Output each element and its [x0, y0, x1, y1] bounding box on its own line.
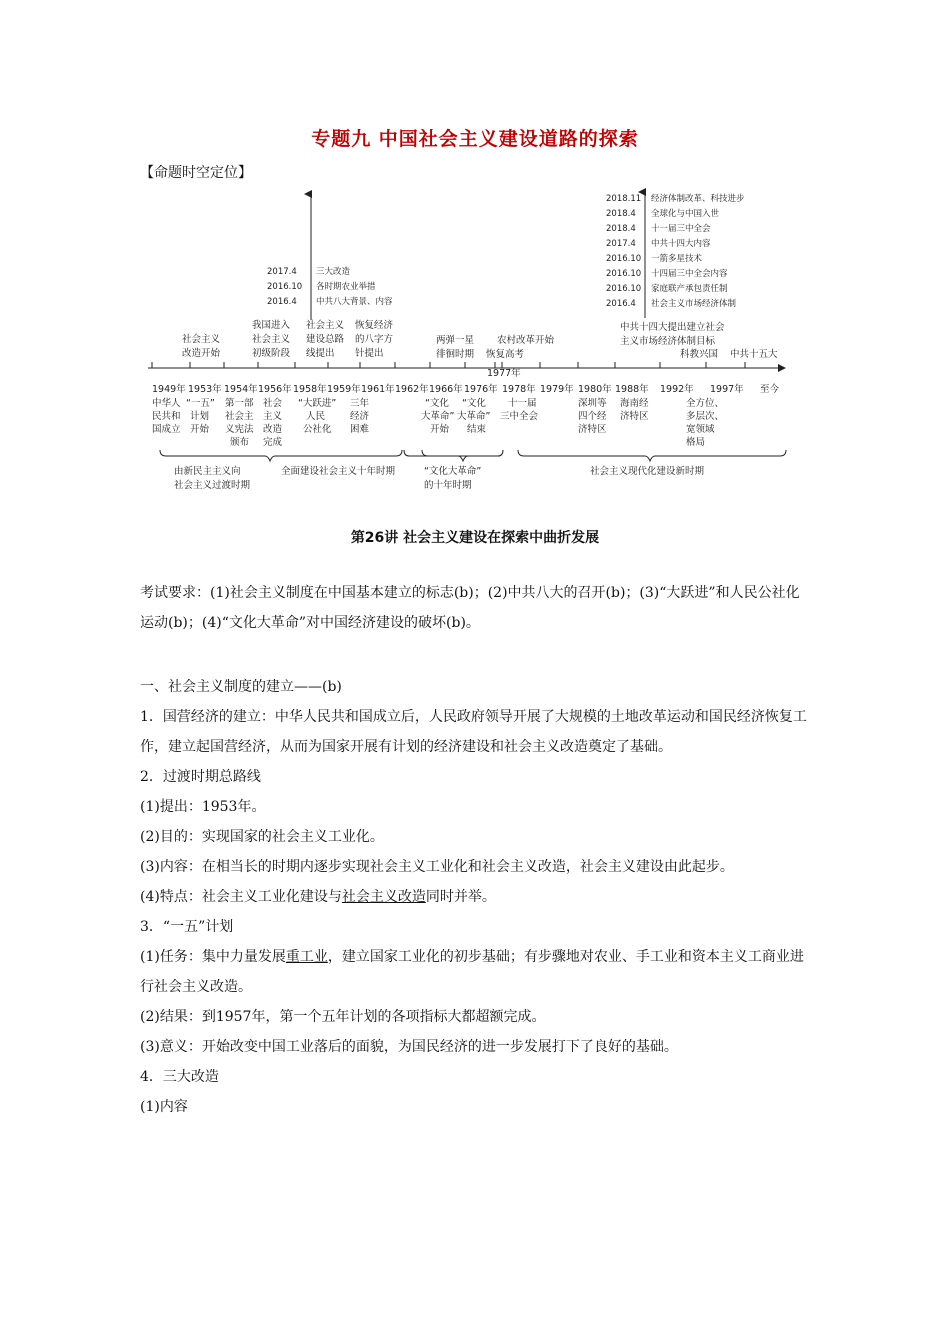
exam-item: 各时期农业举措	[316, 282, 376, 292]
exam-item: 中共十四大内容	[651, 239, 711, 249]
event-label: 恢复经济	[355, 320, 394, 331]
event-label: 建设总路	[306, 334, 345, 345]
event-label: “一五”	[186, 398, 215, 409]
event-label: “文化	[462, 398, 486, 409]
year-label: 1977年	[487, 368, 521, 379]
event-label: 社会	[263, 398, 283, 409]
exam-item: 三大改造	[316, 267, 351, 277]
event-label: 深圳等	[578, 398, 607, 409]
event-label: 社会主义	[252, 334, 291, 345]
document-title: 专题九 中国社会主义建设道路的探索	[311, 128, 639, 150]
year-label: 至今	[760, 384, 780, 395]
event-label: 改造	[263, 424, 283, 435]
period-label: 由新民主主义向	[174, 466, 241, 477]
year-label: 1958年	[293, 384, 327, 395]
event-label: 民共和	[152, 411, 181, 422]
body-block-requirements	[140, 578, 812, 638]
event-label: 义宪法	[225, 424, 254, 435]
event-label: 中共十四大提出建立社会	[620, 322, 725, 333]
year-label: 1949年	[152, 384, 186, 395]
event-label: 开始	[430, 424, 450, 435]
year-label: 1997年	[710, 384, 744, 395]
exam-date: 2018.11	[606, 194, 642, 204]
exam-date: 2016.10	[606, 254, 642, 264]
timeline-diagram	[0, 180, 950, 495]
event-label: 多层次、	[686, 411, 725, 422]
below-events	[152, 397, 724, 448]
event-label: 主义市场经济体制目标	[620, 336, 716, 347]
subheading: 3．“一五”计划	[140, 919, 234, 935]
year-label: 1962年	[395, 384, 429, 395]
event-label: 格局	[686, 437, 706, 448]
list-item: (1)内容	[140, 1099, 188, 1115]
paragraph: 1．国营经济的建立：中华人民共和国成立后，人民政府领导开展了大规模的土地改革运动和国民经济恢复工作，建立起国营经济，从而为国家开展有计划的经济建设和社会主义改造奠定了基础。	[140, 709, 807, 755]
event-label: 科教兴国	[680, 349, 719, 360]
period-label: 的十年时期	[424, 480, 472, 491]
list-item: (1)提出：1953年。	[140, 799, 266, 815]
year-label: 1961年	[361, 384, 395, 395]
list-item: (2)目的：实现国家的社会主义工业化。	[140, 829, 384, 845]
exam-date: 2016.10	[267, 282, 303, 292]
event-label: 结束	[467, 424, 487, 435]
section-label: 【命题时空定位】	[140, 165, 252, 181]
event-label: 两弹一星	[436, 335, 475, 346]
event-label: 社会主义	[306, 320, 345, 331]
event-label: 济特区	[620, 411, 649, 422]
list-item: (3)意义：开始改变中国工业落后的面貌，为国民经济的进一步发展打下了良好的基础。	[140, 1039, 678, 1055]
event-label: 困难	[350, 424, 370, 435]
year-label: 1980年	[578, 384, 612, 395]
exam-date: 2016.4	[267, 297, 297, 307]
event-label: 农村改革开始	[497, 335, 555, 346]
event-label: 针提出	[355, 348, 384, 359]
event-label: 济特区	[578, 424, 607, 435]
event-label: 线提出	[306, 348, 335, 359]
year-label: 1959年	[327, 384, 361, 395]
year-label: 1966年	[429, 384, 463, 395]
year-label: 1978年	[502, 384, 536, 395]
text-run: (1)任务：集中力量发展	[140, 949, 286, 965]
exam-item: 一箭多星技术	[651, 254, 703, 264]
event-label: 公社化	[303, 424, 332, 435]
period-label: 全面建设社会主义十年时期	[281, 466, 396, 477]
section-heading: 一、社会主义制度的建立——(b)	[140, 679, 342, 695]
event-label: 国成立	[152, 424, 181, 435]
event-label: 中华人	[152, 398, 181, 409]
underlined-term: 重工业	[285, 949, 328, 965]
event-label: 三年	[350, 398, 370, 409]
period-label: 社会主义过渡时期	[174, 480, 251, 491]
lecture-title: 第26讲 社会主义建设在探索中曲折发展	[350, 530, 600, 546]
event-label: 完成	[263, 437, 283, 448]
exam-date: 2016.10	[606, 269, 642, 279]
exam-date: 2016.4	[606, 299, 636, 309]
event-label: 恢复高考	[486, 349, 525, 360]
period-label: “文化大革命”	[424, 466, 482, 477]
exam-date: 2017.4	[606, 239, 636, 249]
axis-ticks	[152, 362, 745, 368]
event-label: 三中全会	[500, 411, 539, 422]
event-label: 徘徊时期	[436, 349, 475, 360]
exam-date: 2018.4	[606, 209, 636, 219]
exam-date: 2016.10	[606, 284, 642, 294]
exam-date: 2018.4	[606, 224, 636, 234]
exam-list-right	[606, 193, 745, 309]
event-label: 我国进入	[252, 320, 291, 331]
event-label: 宽领域	[686, 424, 715, 435]
year-label: 1992年	[660, 384, 694, 395]
text-run: 同时并举。	[425, 889, 496, 905]
event-label: 经济	[350, 411, 370, 422]
event-label: “大跃进”	[298, 398, 337, 409]
period-labels	[174, 465, 705, 491]
exam-date: 2017.4	[267, 267, 297, 277]
above-events	[182, 319, 778, 360]
event-label: 社会主义	[182, 334, 221, 345]
event-label: 十一届	[508, 398, 537, 409]
event-label: 四个经	[578, 411, 607, 422]
subheading: 2．过渡时期总路线	[140, 769, 261, 785]
list-item	[140, 882, 812, 912]
event-label: 第一部	[225, 398, 254, 409]
exam-item: 中共八大背景、内容	[316, 297, 393, 307]
event-label: “文化	[425, 398, 449, 409]
period-label: 社会主义现代化建设新时期	[590, 466, 705, 477]
event-label: 海南经	[620, 398, 649, 409]
list-item: (3)内容：在相当长的时期内逐步实现社会主义工业化和社会主义改造，社会主义建设由此起步。	[140, 859, 734, 875]
event-label: 人民	[306, 411, 326, 422]
event-label: 改造开始	[182, 348, 221, 359]
exam-item: 社会主义市场经济体制	[651, 299, 737, 309]
list-item	[140, 942, 812, 1002]
event-label: 颁布	[230, 437, 250, 448]
event-label: 主义	[263, 411, 283, 422]
exam-requirements: 考试要求：(1)社会主义制度在中国基本建立的标志(b)；(2)中共八大的召开(b)；(3)“大跃进”和人民公社化运动(b)；(4)“文化大革命”对中国经济建设的破坏(b)。	[140, 585, 800, 631]
exam-item: 十一届三中全会	[651, 224, 711, 234]
event-label: 计划	[190, 411, 210, 422]
event-label: 中共十五大	[730, 349, 778, 360]
year-label: 1979年	[540, 384, 574, 395]
year-label: 1953年	[188, 384, 222, 395]
event-label: 全方位、	[686, 398, 725, 409]
exam-item: 家庭联产承包责任制	[651, 284, 728, 294]
exam-item: 全球化与中国入世	[651, 209, 720, 219]
event-label: 社会主	[225, 411, 254, 422]
year-label: 1954年	[224, 384, 258, 395]
event-label: 大革命”	[457, 411, 491, 422]
exam-item: 十四届三中全会内容	[651, 269, 728, 279]
event-label: 初级阶段	[252, 348, 291, 359]
period-brackets	[160, 450, 786, 461]
exam-list-left	[267, 266, 393, 307]
exam-item: 经济体制改革、科技进步	[651, 194, 745, 204]
year-labels	[152, 383, 780, 395]
event-label: 的八字方	[355, 334, 394, 345]
year-label: 1988年	[615, 384, 649, 395]
body-block-main	[140, 672, 812, 1122]
text-run: (4)特点：社会主义工业化建设与	[140, 889, 342, 905]
text-run: ，建立国家工业化的初步基础；有步骤地对农业、手工业和资本主义工商业进行社会主义改造。	[140, 949, 804, 995]
year-label: 1956年	[258, 384, 292, 395]
subheading: 4．三大改造	[140, 1069, 219, 1085]
list-item: (2)结果：到1957年，第一个五年计划的各项指标大都超额完成。	[140, 1009, 546, 1025]
event-label: 开始	[190, 424, 210, 435]
year-label: 1976年	[464, 384, 498, 395]
event-label: 大革命”	[421, 411, 455, 422]
underlined-term: 社会主义改造	[341, 889, 426, 905]
